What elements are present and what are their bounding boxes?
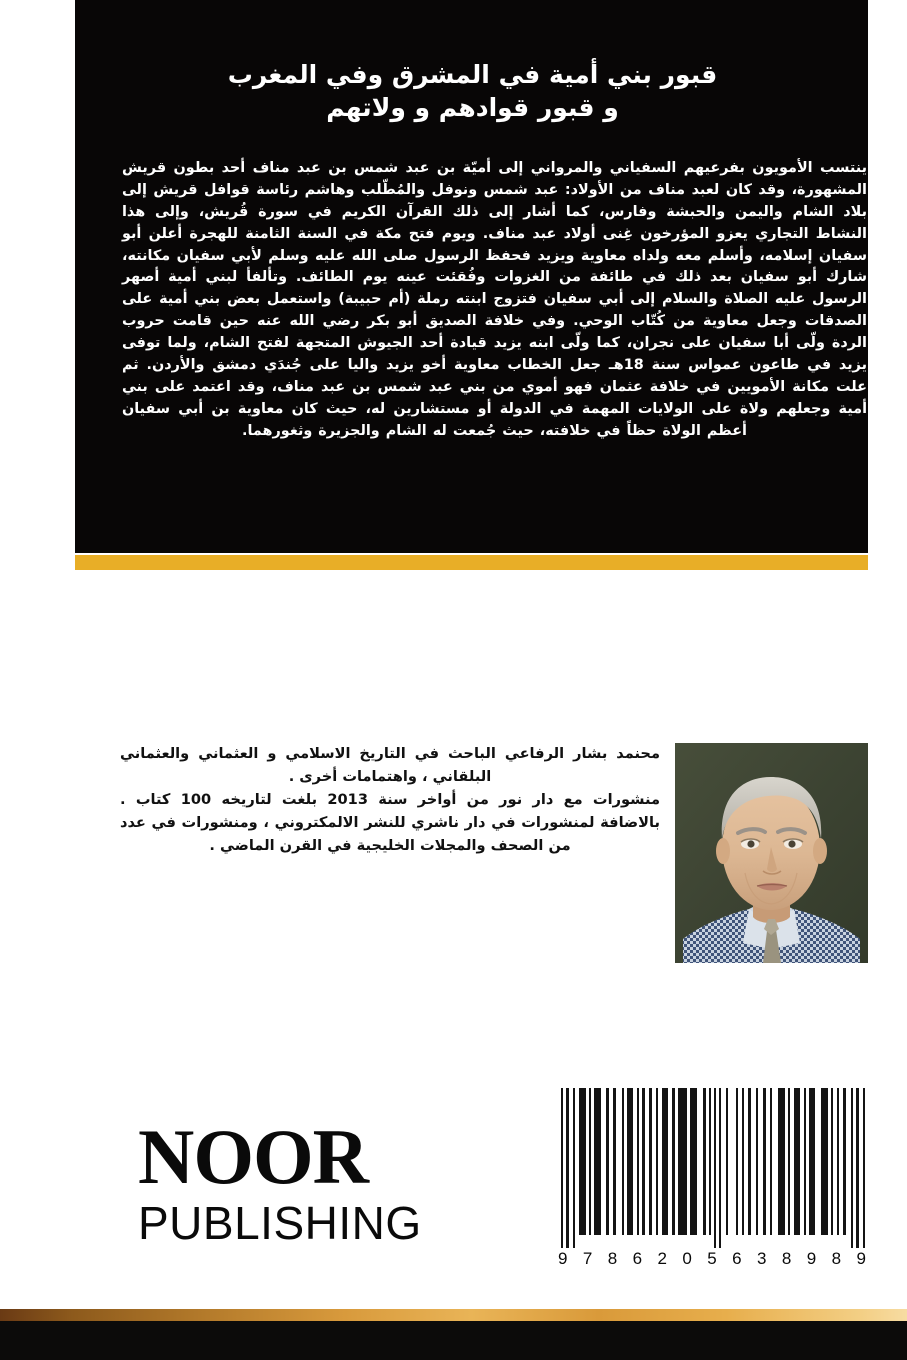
author-portrait-illustration [675,743,868,963]
gold-divider-bar [75,555,868,570]
isbn-digit: 5 [707,1249,717,1268]
isbn-digit: 2 [657,1249,667,1268]
isbn-digit: 8 [781,1249,792,1268]
bottom-gold-gradient-strip [0,1309,907,1321]
author-biography [120,742,660,857]
isbn-digit: 3 [757,1249,767,1268]
author-bio-paragraph-2: منشورات مع دار نور من أواخر سنة 2013 بلغت لتاريخه 100 كتاب . بالاضافة لمنشورات في دار ناشري للنشر الالمكتروني ، ومنشورات في عدد من الصحف والمجلات الخليجية في القرن الماضي . [120,791,660,855]
isbn-digit: 9 [856,1249,866,1268]
isbn-digit: 7 [582,1249,593,1268]
isbn-digit: 8 [831,1249,842,1268]
isbn-digit: 6 [732,1249,742,1268]
isbn-digits [556,1249,868,1269]
isbn-digit: 8 [607,1249,618,1268]
isbn-digit: 0 [682,1249,692,1268]
book-description: ينتسب الأمويون بفرعيهم السفياني والمرواني إلى أميّة بن عبد شمس بن عبد مناف أحد بطون قريش المشهورة، وقد كان لعبد مناف من الأولاد: عبد شمس ونوفل والمُطّلب وهاشم رئاسة قوافل قريش إلى بلاد الشام واليمن والحبشة وفارس، كما أشار إلى ذلك القرآن الكريم في سورة قُريش، وإلى هذا النشاط التجاري يعزو المؤرخون غِنى أولاد عبد مناف. ويوم فتح مكة في السنة الثامنة للهجرة أعلن أبو سفيان إسلامه، وأسلم معه ولداه معاوية ويزيد فحفظ الرسول صلى الله عليه وسلم لأبي سفيان مكانته، شارك أبو سفيان بعد ذلك في طائفة من الغزوات وفُقئت عينه يوم الطائف. وتألفأ لبني أمية أصهر الرسول عليه الصلاة والسلام إلى أبي سفيان فتزوج ابنته رملة (أم حبيبة) واستعمل بعض بني أمية على الصدقات وجعل معاوية من كُتّاب الوحي. وفي خلافة الصديق أبو بكر رضي الله عنه حين قامت حروب الردة ولّى أبا سفيان على نجران، كما ولّى ابنه يزيد قيادة أحد الجيوش المتجهة لفتح الشام، ولما توفى يزيد في طاعون عمواس سنة 18هـ جعل الخطاب معاوية أخو يزيد واليا على جُندَي دمشق والأردن. ثم علت مكانة الأمويين في خلافة عثمان فهو أموي من بني عبد شمس بن عبد مناف، وقد اعتمد على بني أمية وجعلهم ولاة على الولايات المهمة في الدولة أو مستشارين له، حيث كان معاوية بن أبي سفيان أعظم الولاة حظاً في خلافته، حيث جُمعت له الشام والجزيرة وثغورهما. [122,160,867,439]
bottom-black-strip [0,1321,907,1360]
author-bio-paragraph-1: محنمد بشار الرفاعي الباحث في التاريخ الاسلامي و العثماني والعثماني البلقاني ، واهتمامات أخرى . [120,745,660,786]
publisher-name-primary: NOOR [138,1113,368,1200]
book-title-line-1: قبور بني أمية في المشرق وفي المغرب [227,60,718,89]
publisher-logo [138,1113,422,1249]
book-title [100,58,845,124]
isbn-barcode [556,1088,868,1269]
isbn-digit: 9 [558,1249,568,1268]
barcode-bars [556,1088,868,1248]
book-title-line-2: و قبور قوادهم و ولاتهم [326,93,619,122]
author-photo [675,743,868,963]
isbn-digit: 6 [632,1249,643,1268]
publisher-name-secondary: PUBLISHING [138,1197,422,1249]
isbn-digit: 9 [806,1249,817,1268]
